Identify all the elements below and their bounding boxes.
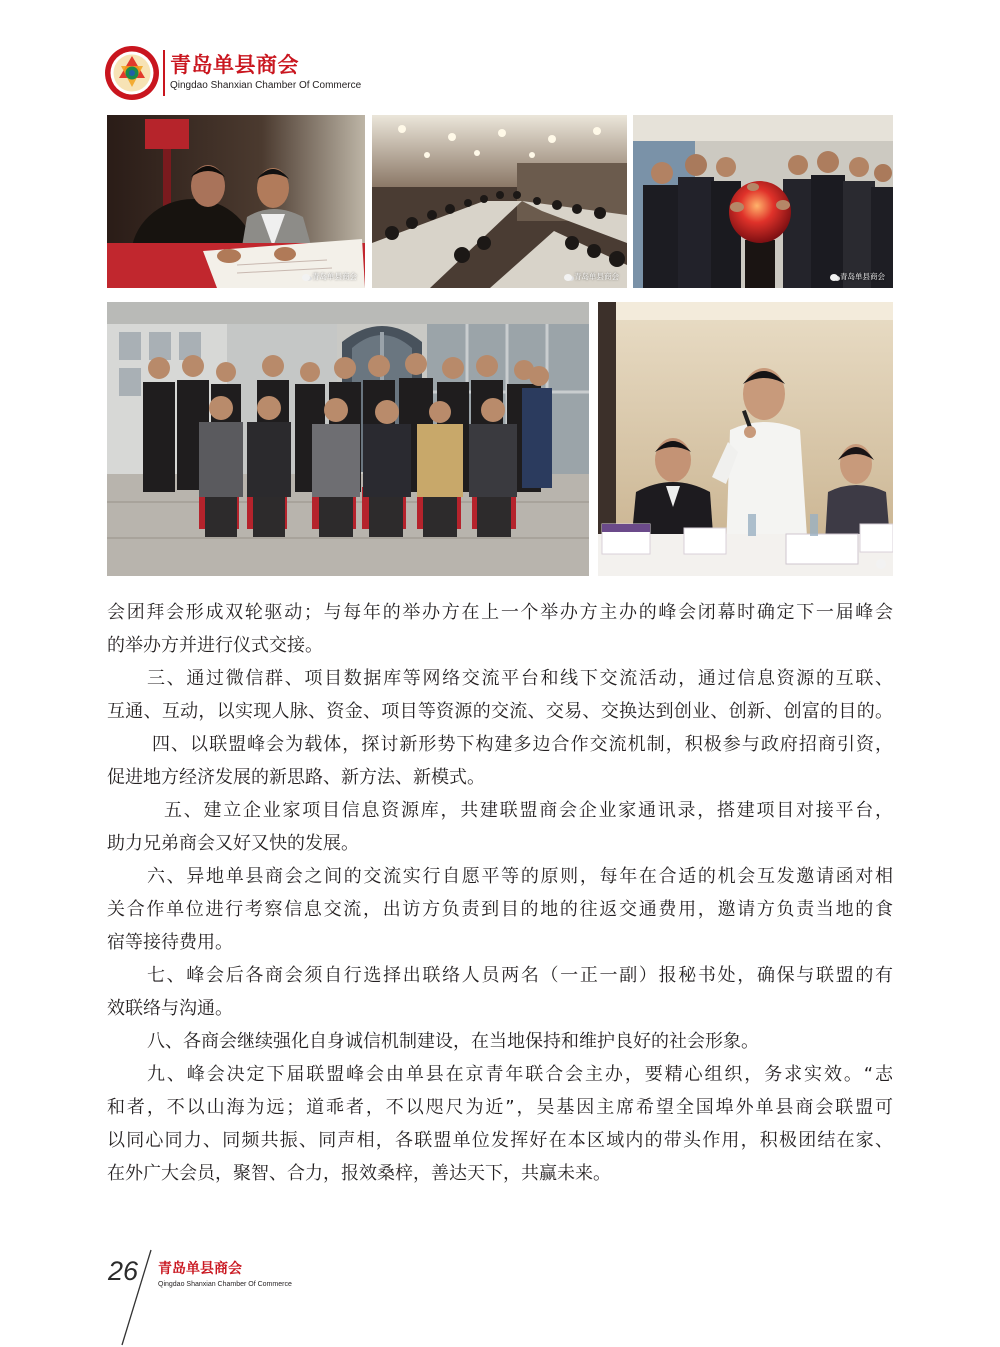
text-line: 助力兄弟商会又好又快的发展。: [107, 833, 359, 854]
wechat-icon: [876, 559, 886, 569]
photo-watermark-text: 青岛单县商会: [574, 272, 619, 281]
text-line: 六、异地单县商会之间的交流实行自愿平等的原则，每年在合适的机会互发邀请函对相: [147, 866, 893, 887]
paragraph: [107, 959, 893, 1025]
photo-launch-image: [633, 115, 893, 288]
text-line: 三、通过微信群、项目数据库等网络交流平台和线下交流活动，通过信息资源的互联、: [147, 668, 893, 689]
chamber-emblem-icon: [104, 45, 160, 101]
text-line: 八、各商会继续强化自身诚信机制建设，在当地保持和维护良好的社会形象。: [147, 1031, 759, 1052]
photo-signing-ceremony: [107, 115, 365, 288]
text-line: 九、峰会决定下届联盟峰会由单县在京青年联合会主办，要精心组织，务求实效。“志: [147, 1064, 893, 1085]
text-line: 五、建立企业家项目信息资源库，共建联盟商会企业家通讯录，搭建项目对接平台，: [164, 800, 893, 821]
photo-watermark: [302, 272, 357, 282]
text-line: 宿等接待费用。: [107, 932, 233, 953]
text-line: 的举办方并进行仪式交接。: [107, 635, 323, 656]
photo-watermark: [564, 272, 619, 282]
header-divider: [163, 50, 165, 96]
text-line: 效联络与沟通。: [107, 998, 233, 1019]
photo-speaker: [598, 302, 893, 576]
wechat-icon: [302, 274, 310, 281]
wechat-icon: [830, 274, 838, 281]
photo-watermark-text: 青岛单县商会: [312, 272, 357, 281]
header-subtitle: Qingdao Shanxian Chamber Of Commerce: [170, 80, 362, 91]
paragraph: [107, 728, 893, 794]
footer-slash-divider: [118, 1248, 158, 1347]
text-line: 在外广大会员，聚智、合力，报效桑梓，善达天下，共赢未来。: [107, 1163, 611, 1184]
text-line: 会团拜会形成双轮驱动；与每年的举办方在上一个举办方主办的峰会闭幕时确定下一届峰会: [107, 602, 893, 623]
text-line: 七、峰会后各商会须自行选择出联络人员两名（一正一副）报秘书处，确保与联盟的有: [147, 965, 893, 986]
wechat-icon: [564, 274, 572, 281]
photo-group-image: [107, 302, 589, 576]
photo-conference-hall: [372, 115, 627, 288]
photo-launch-ceremony: [633, 115, 893, 288]
paragraph: [107, 662, 893, 728]
text-line: 互通、互动，以实现人脉、资金、项目等资源的交流、交易、交换达到创业、创新、创富的目的。: [107, 701, 893, 722]
article-body: [107, 596, 893, 1190]
paragraph: [107, 596, 893, 662]
photo-watermark-text: 青岛单县商会: [840, 272, 885, 281]
photo-watermark: [830, 272, 885, 282]
photo-signing-image: [107, 115, 365, 288]
text-line: 促进地方经济发展的新思路、新方法、新模式。: [107, 767, 485, 788]
footer-title: 青岛单县商会: [158, 1261, 242, 1277]
paragraph: [107, 1058, 893, 1190]
text-line: 关合作单位进行考察信息交流，出访方负责到目的地的往返交通费用，邀请方负责当地的食: [107, 899, 893, 920]
paragraph: [107, 794, 893, 860]
paragraph: [107, 1025, 893, 1058]
header-title: 青岛单县商会: [170, 53, 299, 77]
text-line: 四、以联盟峰会为载体，探讨新形势下构建多边合作交流机制，积极参与政府招商引资，: [152, 734, 893, 755]
footer-subtitle: Qingdao Shanxian Chamber Of Commerce: [158, 1281, 292, 1288]
text-line: 以同心同力、同频共振、同声相，各联盟单位发挥好在本区域内的带头作用，积极团结在家、: [107, 1130, 893, 1151]
photo-conference-image: [372, 115, 627, 288]
photo-group-portrait: [107, 302, 589, 576]
paragraph: [107, 860, 893, 959]
text-line: 和者，不以山海为远；道乖者，不以咫尺为近”，吴基因主席希望全国埠外单县商会联盟可: [107, 1097, 893, 1118]
photo-speaker-image: [598, 302, 893, 576]
page-number: 26: [108, 1256, 139, 1286]
